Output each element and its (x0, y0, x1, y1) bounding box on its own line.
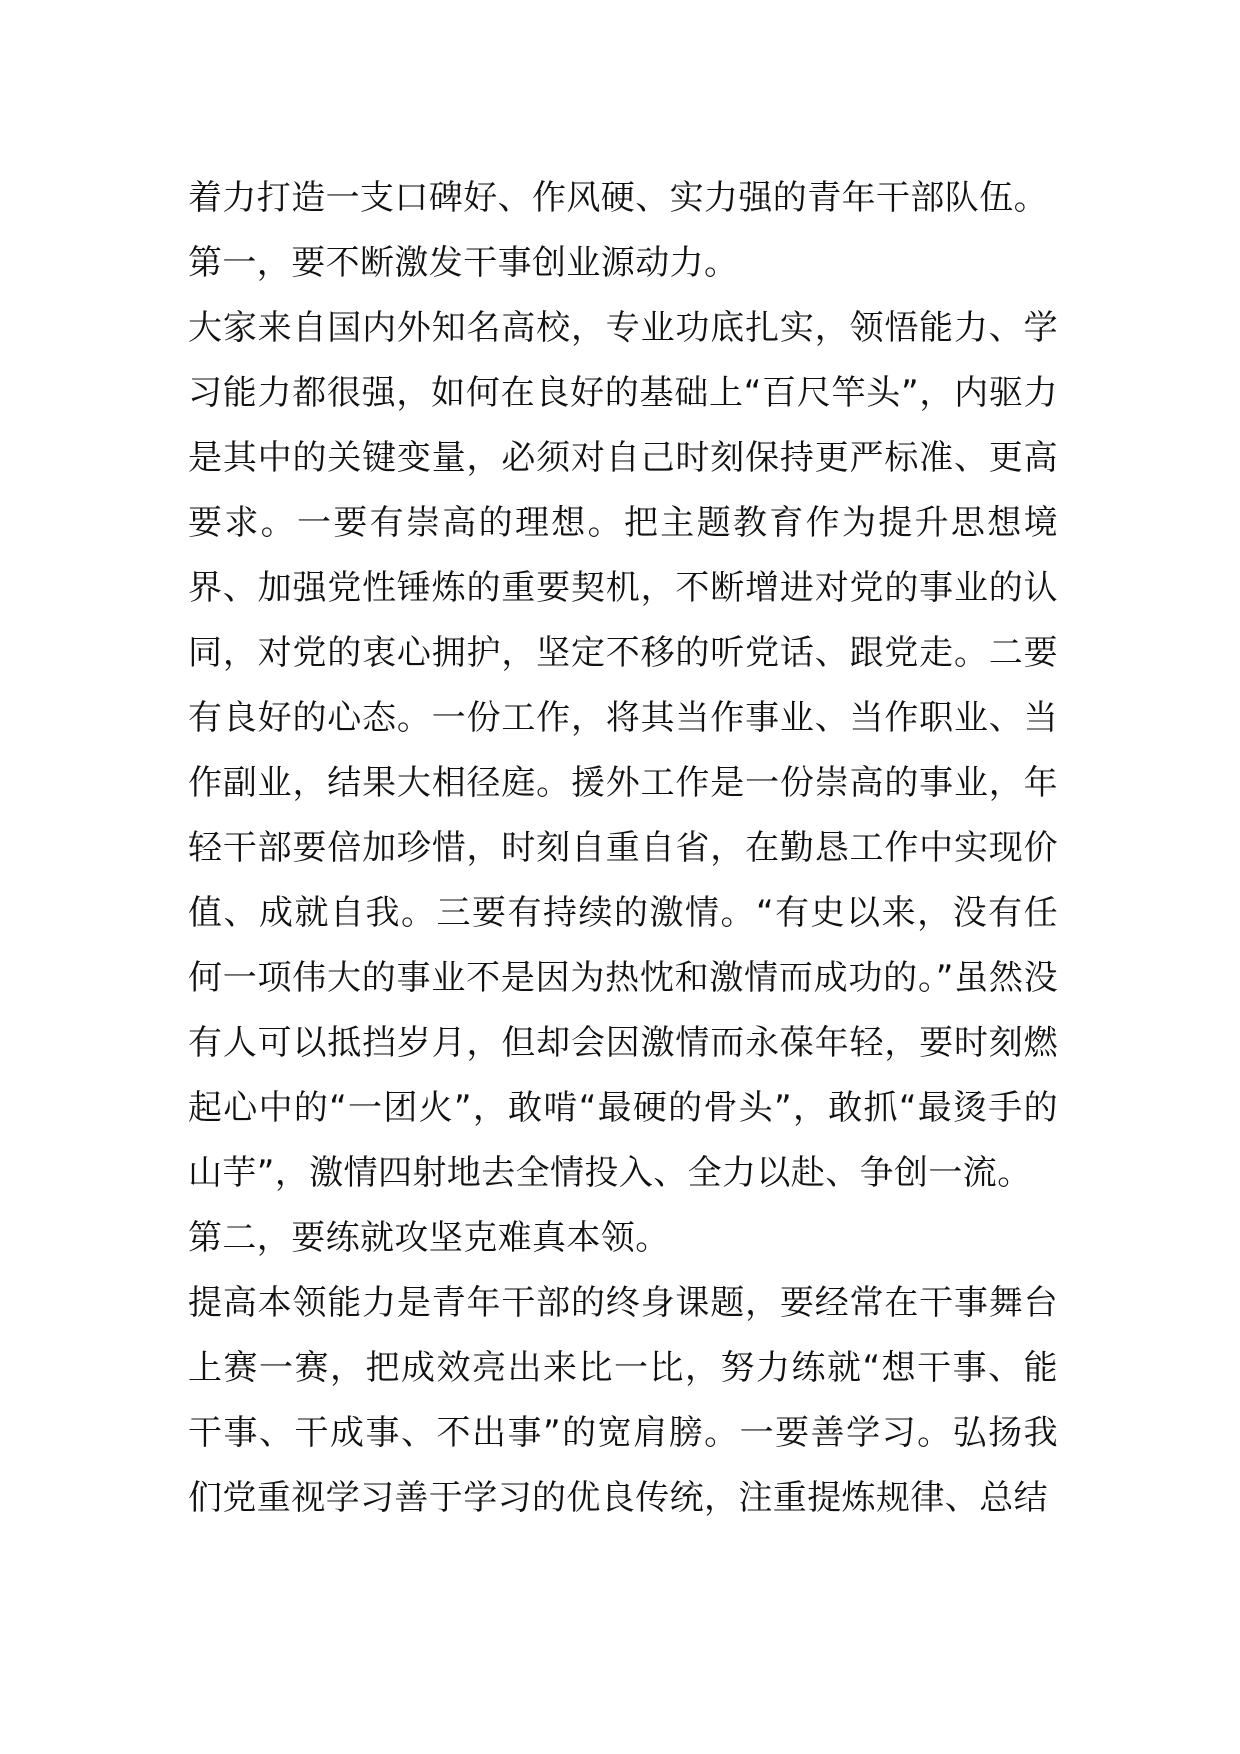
paragraph-first-section: 大家来自国内外知名高校，专业功底扎实，领悟能力、学习能力都很强，如何在良好的基础上“百尺竿头”，内驱力是其中的关键变量，必须对自己时刻保持更严标准、更高要求。一要有崇高的理想。把主题教育作为提升思想境界、加强党性锤炼的重要契机，不断增进对党的事业的认同，对党的衷心拥护，坚定不移的听党话、跟党走。二要有良好的心态。一份工作，将其当作事业、当作职业、当作副业，结果大相径庭。援外工作是一份崇高的事业，年轻干部要倍加珍惜，时刻自重自省，在勤恳工作中实现价值、成就自我。三要有持续的激情。“有史以来，没有任何一项伟大的事业不是因为热忱和激情而成功的。”虽然没有人可以抵挡岁月，但却会因激情而永葆年轻，要时刻燃起心中的“一团火”，敢啃“最硬的骨头”，敢抓“最烫手的山芋”，激情四射地去全情投入、全力以赴、争创一流。 (188, 308, 1058, 1193)
paragraph-intro-closing: 着力打造一支口碑好、作风硬、实力强的青年干部队伍。 (188, 178, 1048, 218)
document-body (188, 166, 1058, 1531)
section-heading-first: 第一，要不断激发干事创业源动力。 (188, 243, 739, 283)
section-heading-second: 第二，要练就攻坚克难真本领。 (188, 1218, 670, 1258)
paragraph-second-section: 提高本领能力是青年干部的终身课题，要经常在干事舞台上赛一赛，把成效亮出来比一比，努力练就“想干事、能干事、干成事、不出事”的宽肩膀。一要善学习。弘扬我们党重视学习善于学习的优良传统，注重提炼规律、总结 (188, 1283, 1058, 1518)
